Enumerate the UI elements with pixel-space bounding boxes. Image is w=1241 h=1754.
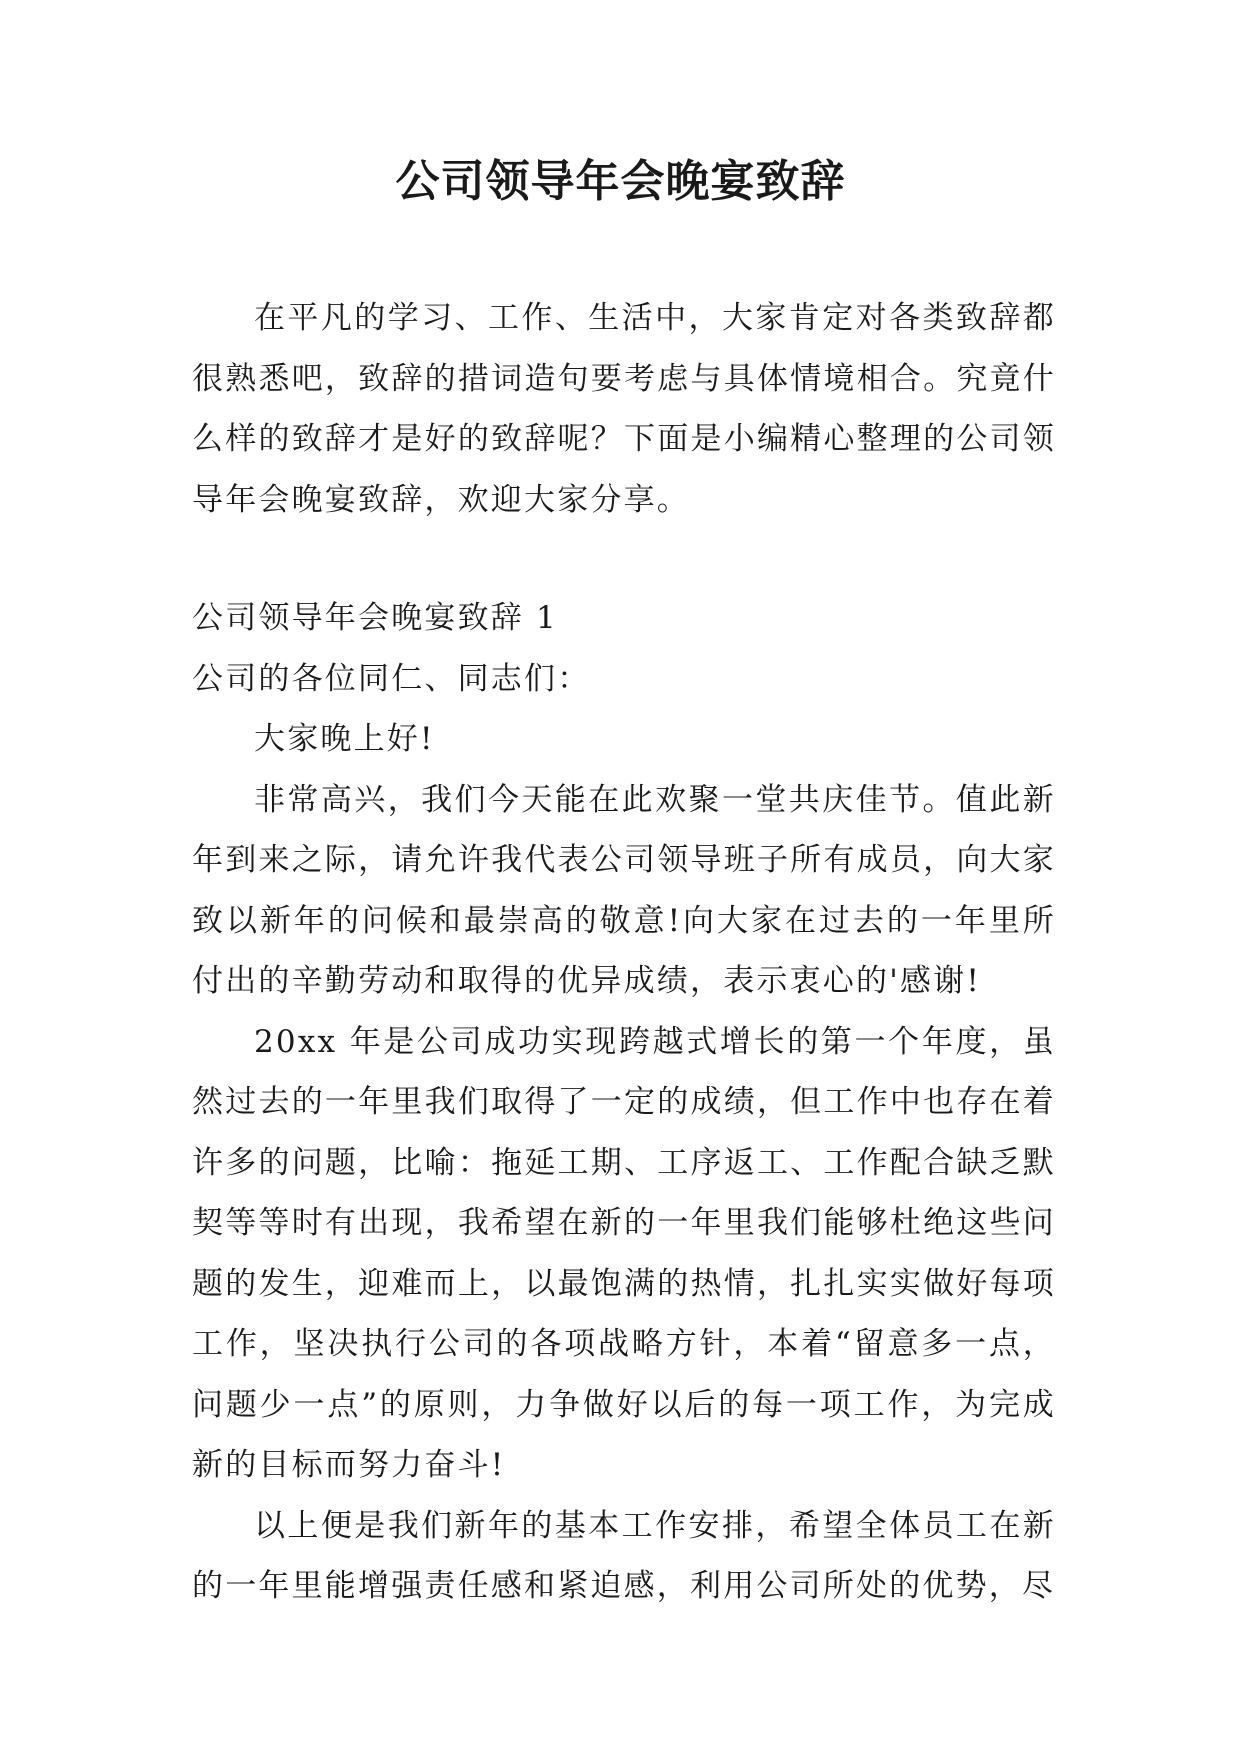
body-paragraph: 20xx 年是公司成功实现跨越式增长的第一个年度，虽然过去的一年里我们取得了一定的成绩，但工作中也存在着许多的问题，比喻：拖延工期、工序返工、工作配合缺乏默契等等时有出现，我希望在新的一年里我们能够杜绝这些问题的发生，迎难而上，以最饱满的热情，扎扎实实做好每项工作，坚决执行公司的各项战略方针，本着“留意多一点，问题少一点”的原则，力争做好以后的每一项工作，为完成新的目标而努力奋斗! bbox=[192, 1023, 1056, 1483]
document-title: 公司领导年会晚宴致辞 bbox=[395, 156, 846, 207]
intro-paragraph: 在平凡的学习、工作、生活中，大家肯定对各类致辞都很熟悉吧，致辞的措词造句要考虑与具体情境相合。究竟什么样的致辞才是好的致辞呢？下面是小编精心整理的公司领导年会晚宴致辞，欢迎大家分享。 bbox=[192, 300, 1056, 518]
salutation: 公司的各位同仁、同志们： bbox=[192, 660, 591, 697]
body-paragraph: 以上便是我们新年的基本工作安排，希望全体员工在新的一年里能增强责任感和紧迫感，利用公司所处的优势，尽 bbox=[192, 1507, 1056, 1604]
greeting: 大家晚上好! bbox=[254, 721, 435, 757]
body-paragraph: 非常高兴，我们今天能在此欢聚一堂共庆佳节。值此新年到来之际，请允许我代表公司领导班子所有成员，向大家致以新年的问候和最崇高的敬意!向大家在过去的一年里所付出的辛勤劳动和取得的优异成绩，表示衷心的'感谢! bbox=[192, 781, 1056, 999]
section-heading: 公司领导年会晚宴致辞 1 bbox=[192, 600, 558, 636]
document-body bbox=[192, 288, 1056, 1617]
